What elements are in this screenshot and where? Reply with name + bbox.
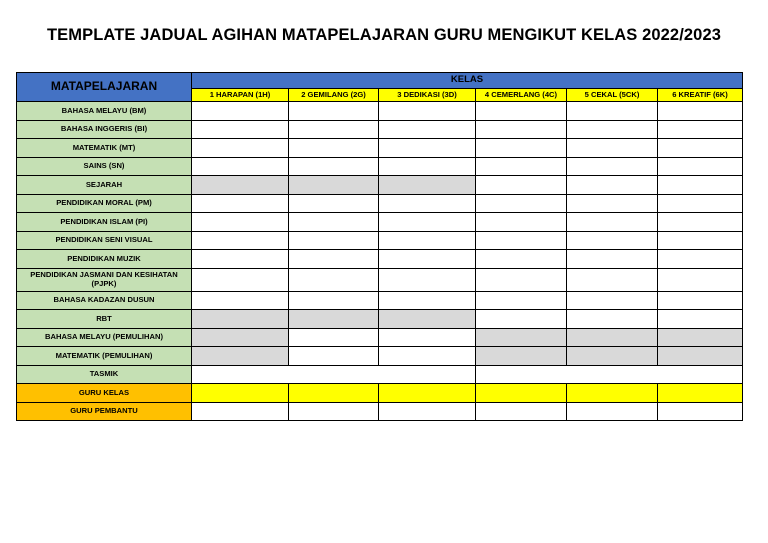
table-row (17, 213, 743, 232)
table-cell[interactable] (379, 328, 476, 347)
table-cell[interactable] (192, 402, 289, 421)
table-cell[interactable] (658, 213, 743, 232)
subject-label: TASMIK (17, 365, 192, 384)
table-cell[interactable] (379, 291, 476, 310)
table-cell[interactable] (192, 139, 289, 158)
table-cell[interactable] (567, 157, 658, 176)
header-matapelajaran: MATAPELAJARAN (17, 73, 192, 102)
table-row (17, 328, 743, 347)
subject-label: BAHASA MELAYU (PEMULIHAN) (17, 328, 192, 347)
table-cell[interactable] (379, 231, 476, 250)
table-cell[interactable] (289, 268, 379, 291)
subject-label: PENDIDIKAN MUZIK (17, 250, 192, 269)
table-cell[interactable] (567, 194, 658, 213)
table-cell[interactable] (379, 402, 476, 421)
subject-label: SEJARAH (17, 176, 192, 195)
footer-label: GURU PEMBANTU (17, 402, 192, 421)
table-cell[interactable] (289, 139, 379, 158)
table-cell[interactable] (658, 157, 743, 176)
table-cell-shaded (658, 347, 743, 366)
table-cell[interactable] (289, 347, 379, 366)
table-row (17, 157, 743, 176)
table-cell[interactable] (476, 384, 567, 403)
table-cell[interactable] (289, 231, 379, 250)
table-cell[interactable] (567, 213, 658, 232)
allocation-table (16, 72, 743, 421)
class-header-1h: 1 HARAPAN (1H) (192, 89, 289, 102)
table-cell-shaded (192, 310, 289, 329)
table-cell[interactable] (658, 120, 743, 139)
table-cell-shaded (658, 328, 743, 347)
table-cell-merged[interactable] (476, 365, 743, 384)
table-cell[interactable] (658, 102, 743, 121)
table-row (17, 291, 743, 310)
table-cell[interactable] (379, 250, 476, 269)
table-cell-shaded (567, 328, 658, 347)
table-row-guru-kelas (17, 384, 743, 403)
table-row (17, 268, 743, 291)
table-cell[interactable] (476, 176, 567, 195)
table-cell[interactable] (658, 402, 743, 421)
table-cell[interactable] (192, 291, 289, 310)
table-cell-shaded (379, 310, 476, 329)
table-cell[interactable] (289, 213, 379, 232)
table-cell[interactable] (567, 120, 658, 139)
table-cell[interactable] (192, 102, 289, 121)
table-row (17, 176, 743, 195)
subject-label: PENDIDIKAN MORAL (PM) (17, 194, 192, 213)
table-cell[interactable] (567, 176, 658, 195)
table-cell[interactable] (567, 231, 658, 250)
subject-label: BAHASA MELAYU (BM) (17, 102, 192, 121)
table-cell[interactable] (379, 268, 476, 291)
table-cell[interactable] (476, 250, 567, 269)
table-cell[interactable] (658, 310, 743, 329)
table-cell[interactable] (379, 213, 476, 232)
table-cell[interactable] (379, 102, 476, 121)
subject-label: BAHASA INGGERIS (BI) (17, 120, 192, 139)
table-cell[interactable] (379, 139, 476, 158)
table-cell-shaded (476, 347, 567, 366)
header-row-kelas (17, 73, 743, 89)
table-cell[interactable] (289, 157, 379, 176)
table-row (17, 365, 743, 384)
table-cell[interactable] (379, 120, 476, 139)
table-cell[interactable] (476, 102, 567, 121)
table-row (17, 250, 743, 269)
table-cell[interactable] (476, 268, 567, 291)
table-cell[interactable] (192, 213, 289, 232)
table-cell[interactable] (476, 120, 567, 139)
table-cell[interactable] (476, 231, 567, 250)
table-cell[interactable] (476, 291, 567, 310)
class-header-2g: 2 GEMILANG (2G) (289, 89, 379, 102)
table-cell-shaded (567, 347, 658, 366)
class-header-5ck: 5 CEKAL (5CK) (567, 89, 658, 102)
table-cell[interactable] (192, 231, 289, 250)
table-cell[interactable] (289, 384, 379, 403)
table-cell[interactable] (567, 250, 658, 269)
table-cell[interactable] (192, 194, 289, 213)
table-cell[interactable] (567, 291, 658, 310)
table-cell[interactable] (192, 384, 289, 403)
table-cell[interactable] (567, 268, 658, 291)
table-cell[interactable] (289, 328, 379, 347)
table-cell[interactable] (476, 213, 567, 232)
table-cell[interactable] (658, 194, 743, 213)
table-row (17, 310, 743, 329)
table-cell[interactable] (192, 250, 289, 269)
table-cell-shaded (289, 176, 379, 195)
table-cell[interactable] (476, 402, 567, 421)
subject-label: SAINS (SN) (17, 157, 192, 176)
table-cell[interactable] (658, 268, 743, 291)
subject-label: PENDIDIKAN SENI VISUAL (17, 231, 192, 250)
subject-label: PENDIDIKAN ISLAM (PI) (17, 213, 192, 232)
table-row-guru-pembantu (17, 402, 743, 421)
subject-label: BAHASA KADAZAN DUSUN (17, 291, 192, 310)
table-row (17, 231, 743, 250)
footer-label: GURU KELAS (17, 384, 192, 403)
table-cell[interactable] (567, 310, 658, 329)
table-row (17, 102, 743, 121)
table-cell[interactable] (658, 176, 743, 195)
table-cell[interactable] (192, 157, 289, 176)
table-cell[interactable] (192, 120, 289, 139)
table-row (17, 139, 743, 158)
table-cell[interactable] (658, 291, 743, 310)
class-header-3d: 3 DEDIKASI (3D) (379, 89, 476, 102)
table-cell[interactable] (289, 194, 379, 213)
table-cell[interactable] (567, 402, 658, 421)
table-cell[interactable] (289, 291, 379, 310)
table-cell[interactable] (658, 139, 743, 158)
subject-label: RBT (17, 310, 192, 329)
table-cell[interactable] (567, 102, 658, 121)
subject-label: MATEMATIK (MT) (17, 139, 192, 158)
table-row (17, 194, 743, 213)
table-cell[interactable] (192, 268, 289, 291)
table-cell[interactable] (476, 194, 567, 213)
subject-label: MATEMATIK (PEMULIHAN) (17, 347, 192, 366)
header-kelas: KELAS (192, 73, 743, 89)
table-cell[interactable] (476, 157, 567, 176)
table-cell-shaded (192, 176, 289, 195)
table-cell[interactable] (658, 231, 743, 250)
table-cell[interactable] (289, 120, 379, 139)
table-cell-shaded (289, 310, 379, 329)
table-cell[interactable] (379, 194, 476, 213)
table-row (17, 347, 743, 366)
class-header-6k: 6 KREATIF (6K) (658, 89, 743, 102)
table-cell-shaded (192, 328, 289, 347)
table-cell[interactable] (476, 310, 567, 329)
page-title: TEMPLATE JADUAL AGIHAN MATAPELAJARAN GURU MENGIKUT KELAS 2022/2023 (46, 26, 721, 44)
table-cell-shaded (476, 328, 567, 347)
table-cell[interactable] (289, 250, 379, 269)
table-cell[interactable] (567, 384, 658, 403)
table-row (17, 120, 743, 139)
table-cell[interactable] (289, 402, 379, 421)
table-cell[interactable] (658, 250, 743, 269)
subject-label: PENDIDIKAN JASMANI DAN KESIHATAN (PJPK) (17, 268, 192, 291)
class-header-4c: 4 CEMERLANG (4C) (476, 89, 567, 102)
table-cell[interactable] (658, 384, 743, 403)
table-cell-shaded (192, 347, 289, 366)
table-cell[interactable] (379, 157, 476, 176)
table-cell[interactable] (379, 347, 476, 366)
table-cell[interactable] (476, 139, 567, 158)
table-cell-shaded (379, 176, 476, 195)
table-cell[interactable] (379, 384, 476, 403)
table-cell[interactable] (289, 102, 379, 121)
table-cell-merged[interactable] (192, 365, 476, 384)
table-cell[interactable] (567, 139, 658, 158)
